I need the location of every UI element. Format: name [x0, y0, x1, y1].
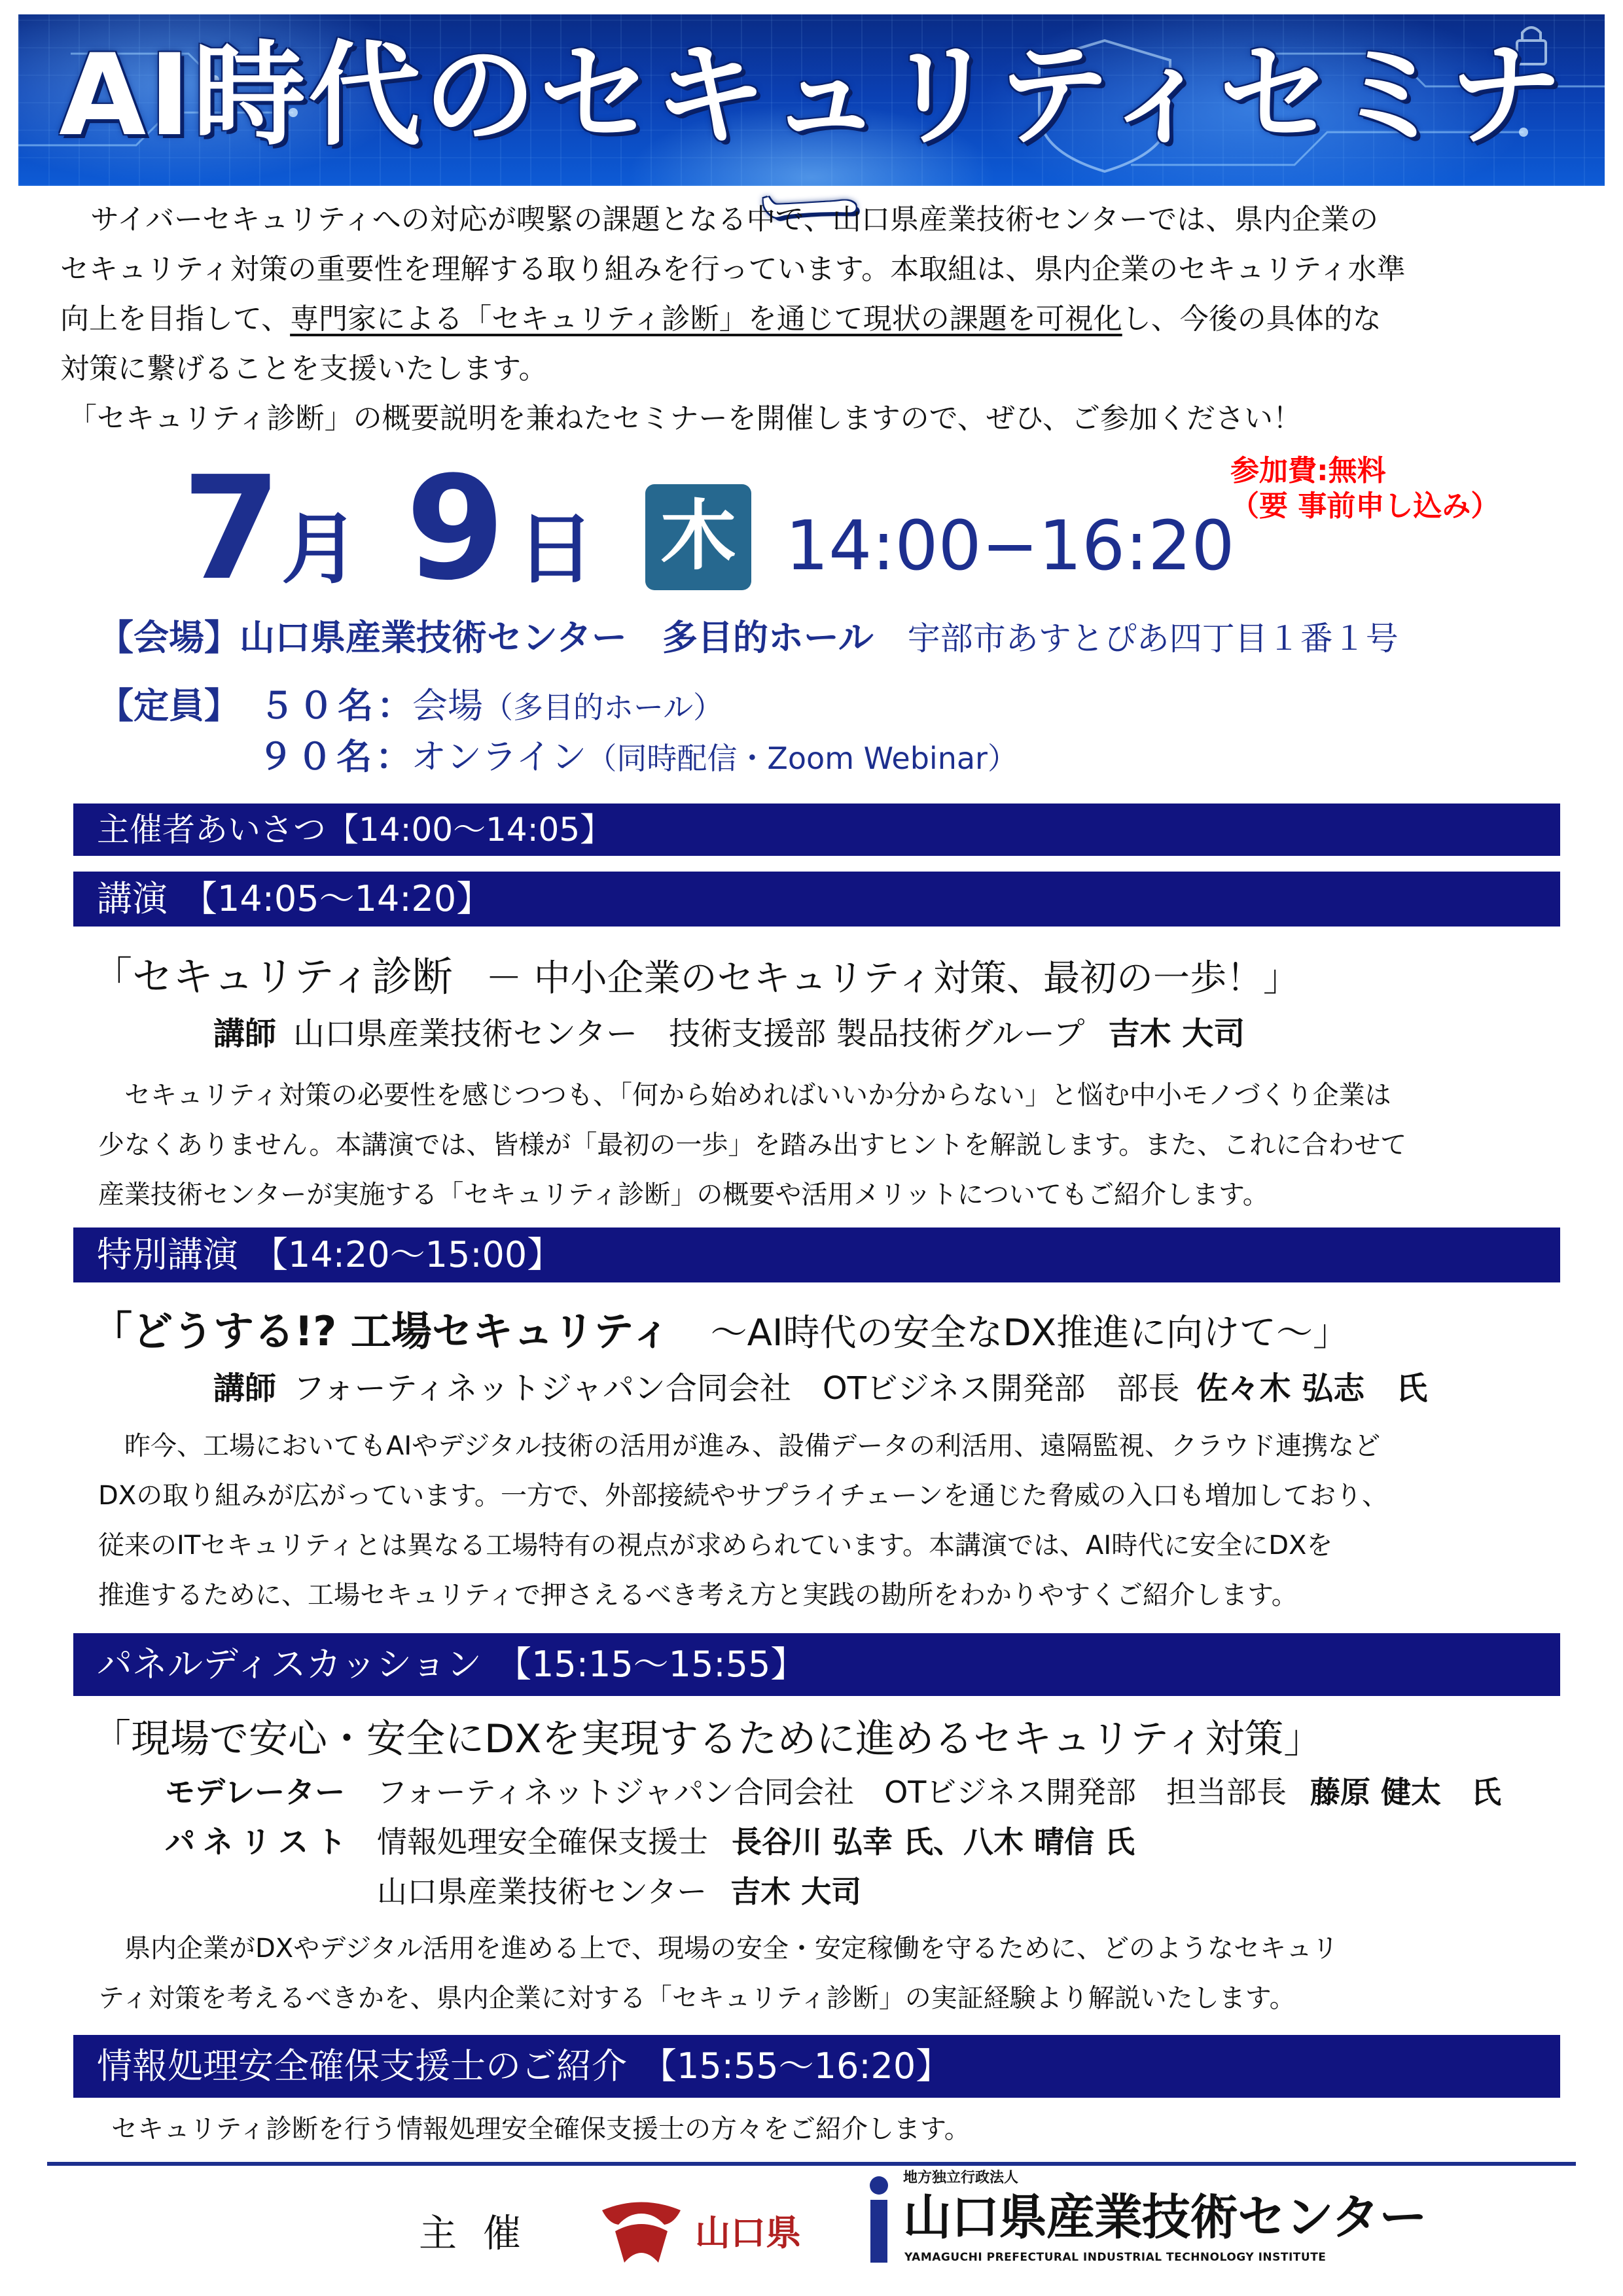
- capacity-row-online: ９０名：オンライン（同時配信・Zoom Webinar）: [258, 736, 1018, 777]
- capacity-label: 【定員】: [98, 685, 240, 726]
- venue-label: 【会場】: [98, 617, 240, 658]
- venue-row: [98, 617, 1399, 658]
- fee-note: （要 事前申し込み）: [1230, 489, 1500, 523]
- lecture-body-1: セキュリティ対策の必要性を感じつつも、「何から始めればいいか分からない」と悩む中小モノづくり企業は: [124, 1080, 1391, 1110]
- special-body-2: DXの取り組みが広がっています。一方で、外部接続やサプライチェーンを通じた脅威の入口も増加しており、: [98, 1481, 1389, 1511]
- weekday-badge: 木: [645, 484, 751, 590]
- section-bar-specialists: 情報処理安全確保支援士のご紹介 【15:55～16:20】: [73, 2035, 1560, 2098]
- panel-moderator: モデレーター フォーティネットジャパン合同会社 OTビジネス開発部 担当部長 藤原 健太 氏: [165, 1775, 1502, 1810]
- section-bar-greeting: 主催者あいさつ【14:00～14:05】: [73, 804, 1560, 856]
- section-bar-panel: パネルディスカッション 【15:15～15:55】: [73, 1633, 1560, 1696]
- center-logo-icon: [859, 2174, 899, 2265]
- host-pref-name: 山口県: [695, 2212, 801, 2253]
- host-label: 主催: [419, 2211, 548, 2255]
- panel-body-1: 県内企業がDXやデジタル活用を進める上で、現場の安全・安定稼働を守るために、どのようなセキュリ: [124, 1934, 1339, 1964]
- yamaguchi-pref-emblem-icon: [596, 2197, 687, 2269]
- special-body-3: 従来のITセキュリティとは異なる工場特有の視点が求められています。本講演では、AI時代に安全にDXを: [98, 1530, 1333, 1561]
- intro-line-2: セキュリティ対策の重要性を理解する取り組みを行っています。本取組は、県内企業のセキュリティ水準: [60, 253, 1406, 286]
- capacity-row-venue: 【定員】 ５０名：会場（多目的ホール）: [98, 685, 724, 726]
- time-range: 14:00−16:20: [785, 506, 1235, 586]
- page-title: AI時代のセキュリティセミナー: [59, 29, 1564, 274]
- special-lecture-title: 「どうする!? 工場セキュリティ ～AI時代の安全なDX推進に向けて～」: [92, 1307, 1349, 1355]
- intro-line-4: 対策に繋げることを支援いたします。: [60, 352, 548, 385]
- date-day: 9: [406, 446, 505, 612]
- lecture-body-2: 少なくありません。本講演では、皆様が「最初の一歩」を踏み出すヒントを解説します。また、これに合わせて: [98, 1130, 1407, 1160]
- date-day-unit: 日: [517, 504, 595, 594]
- panel-body-2: ティ対策を考えるべきかを、県内企業に対する「セキュリティ診断」の実証経験より解説いたします。: [98, 1983, 1296, 2013]
- intro-line-1: サイバーセキュリティへの対応が喫緊の課題となる中で、山口県産業技術センターでは、県内企業の: [90, 203, 1379, 236]
- special-lecture-speaker: 講師 フォーティネットジャパン合同会社 OTビジネス開発部 部長 佐々木 弘志 氏: [213, 1370, 1428, 1407]
- host-center-name: 山口県産業技術センター: [903, 2189, 1427, 2246]
- section-bar-lecture: 講演 【14:05～14:20】: [73, 872, 1560, 927]
- fee-label: 参加費:無料: [1230, 454, 1386, 487]
- lecture-body-3: 産業技術センターが実施する「セキュリティ診断」の概要や活用メリットについてもご紹介します。: [98, 1180, 1269, 1210]
- specialists-body: セキュリティ診断を行う情報処理安全確保支援士の方々をご紹介します。: [111, 2114, 971, 2144]
- panel-panelists-1: パネリスト 情報処理安全確保支援士 長谷川 弘幸 氏、八木 晴信 氏: [165, 1824, 1135, 1860]
- intro-line-5: 「セキュリティ診断」の概要説明を兼ねたセミナーを開催しますので、ぜひ、ご参加ください！: [68, 402, 1302, 435]
- special-body-1: 昨今、工場においてもAIやデジタル技術の活用が進み、設備データの利活用、遠隔監視、クラウド連携など: [124, 1431, 1381, 1461]
- panel-title: 「現場で安心・安全にDXを実現するために進めるセキュリティ対策」: [92, 1716, 1323, 1762]
- host-center-english: YAMAGUCHI PREFECTURAL INDUSTRIAL TECHNOLOGY INSTITUTE: [904, 2251, 1327, 2264]
- date-month: 7: [182, 446, 281, 612]
- special-body-4: 推進するために、工場セキュリティで押さえるべき考え方と実践の勘所をわかりやすくご紹介します。: [98, 1580, 1298, 1610]
- host-center-type: 地方独立行政法人: [903, 2170, 1019, 2186]
- date-month-unit: 月: [281, 504, 359, 594]
- panel-panelists-2: 山口県産業技術センター 吉木 大司: [377, 1874, 862, 1909]
- intro-line-3: 向上を目指して、専門家による「セキュリティ診断」を通じて現状の課題を可視化し、今後の具体的な: [60, 302, 1382, 336]
- venue-address: 宇部市あすとぴあ四丁目１番１号: [907, 620, 1399, 658]
- footer-divider: [47, 2162, 1576, 2166]
- venue-name: 山口県産業技術センター 多目的ホール: [240, 617, 874, 658]
- section-bar-special-lecture: 特別講演 【14:20～15:00】: [73, 1227, 1560, 1282]
- lecture-speaker: 講師 山口県産業技術センター 技術支援部 製品技術グループ 吉木 大司: [213, 1016, 1245, 1052]
- lecture-title: 「セキュリティ診断 － 中小企業のセキュリティ対策、最初の一歩！」: [92, 953, 1300, 1000]
